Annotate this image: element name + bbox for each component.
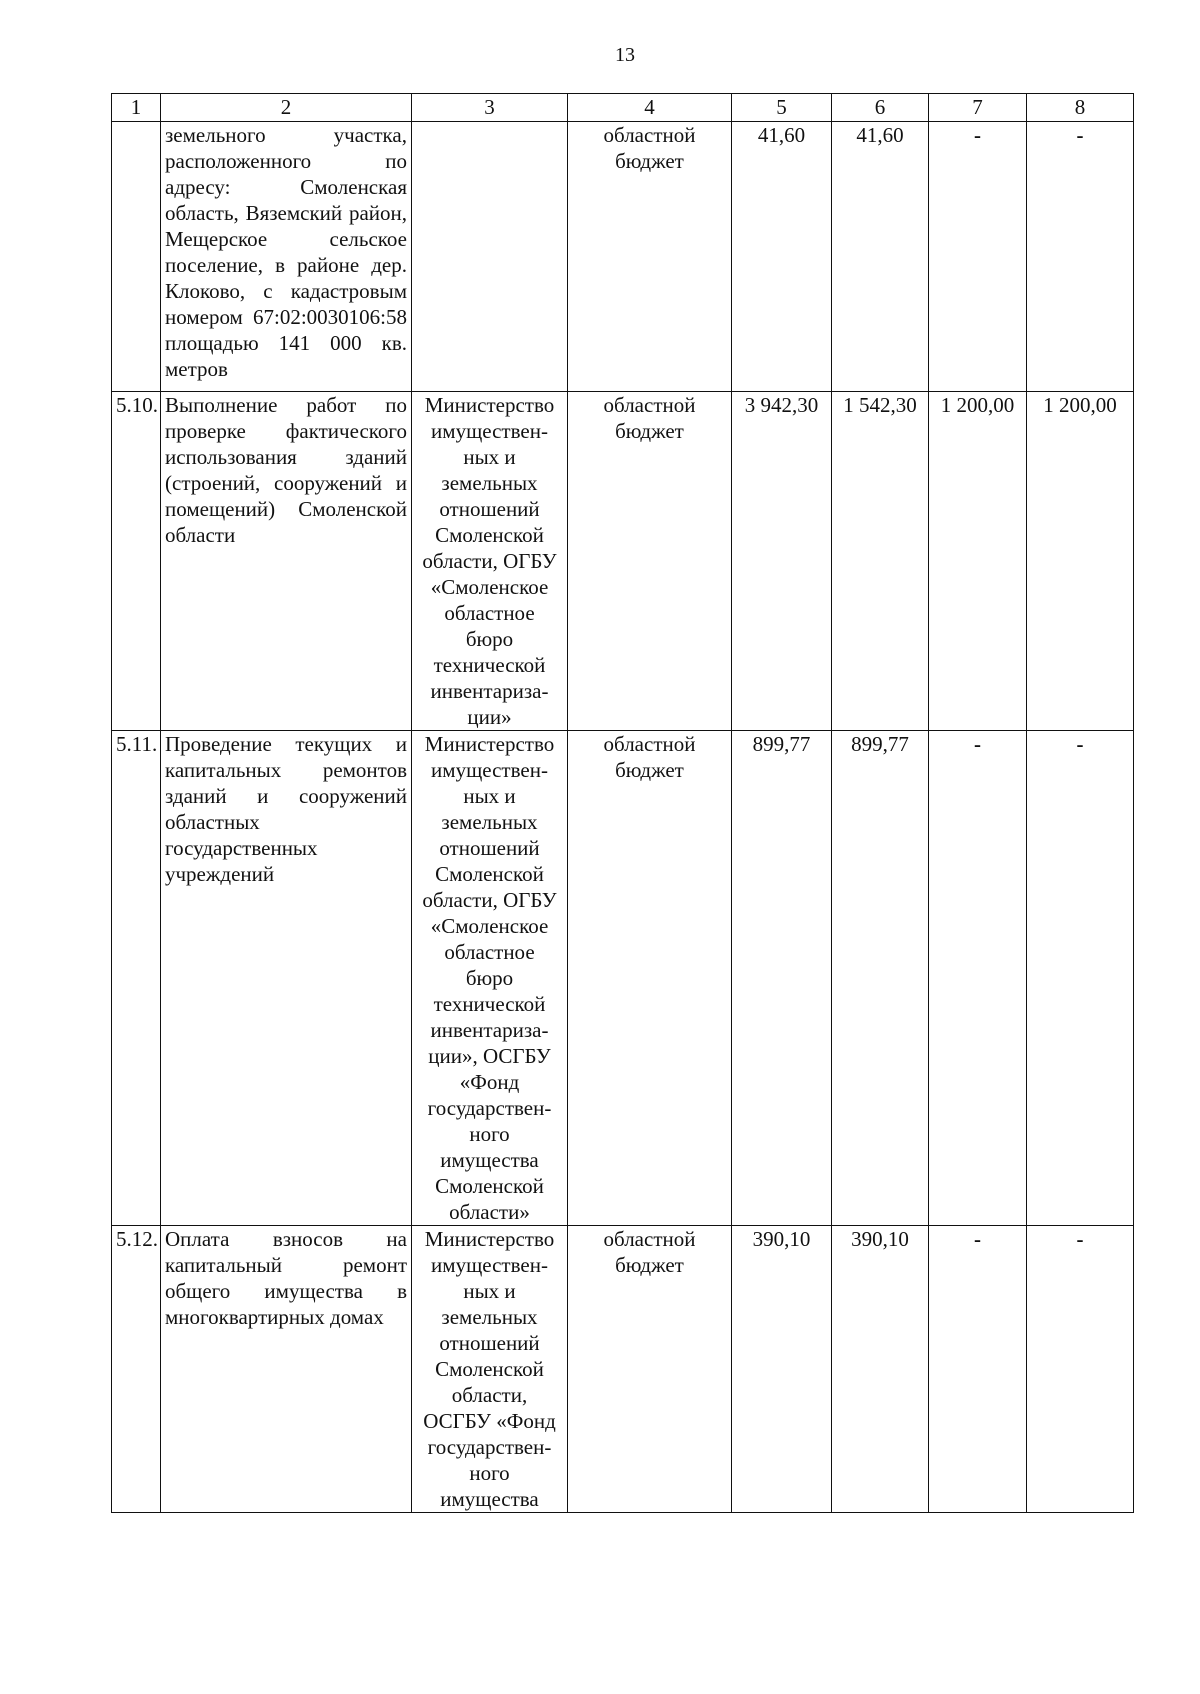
row-executor-line: ных и [463, 784, 516, 808]
row-funding-source-line: областной [603, 123, 696, 147]
row-funding-source-line: бюджет [615, 758, 684, 782]
row-executor-line: отношений [439, 836, 540, 860]
row-number: 5.12. [112, 1226, 161, 1513]
row-number [112, 122, 161, 392]
row-executor [412, 392, 568, 731]
row-executor-line: имуществен- [431, 758, 548, 782]
budget-table [111, 93, 1134, 1513]
row-executor-line: Смоленской [435, 1174, 544, 1198]
row-funding-source [568, 1226, 732, 1513]
row-executor-line: областное [444, 940, 535, 964]
column-header: 4 [568, 94, 732, 122]
row-col5-amount: 899,77 [732, 731, 832, 1226]
row-executor-line: имущества [440, 1487, 539, 1511]
row-funding-source-line: областной [603, 1227, 696, 1251]
row-executor-line: области, ОГБУ [422, 888, 557, 912]
row-executor-line: Смоленской [435, 523, 544, 547]
table-row [112, 392, 1134, 731]
row-executor [412, 731, 568, 1226]
row-executor-line: Министерство [424, 732, 555, 756]
column-header: 3 [412, 94, 568, 122]
row-col6-amount: 899,77 [832, 731, 929, 1226]
row-executor-line: «Смоленское [430, 914, 549, 938]
row-executor-line: отношений [439, 1331, 540, 1355]
row-col7-amount: - [929, 1226, 1027, 1513]
table-header-row [112, 94, 1134, 122]
row-funding-source-line: областной [603, 732, 696, 756]
row-executor-line: земельных [441, 1305, 538, 1329]
row-number: 5.11. [112, 731, 161, 1226]
row-description: земельного участка, расположенного по адресу: Смоленская область, Вяземский район, Мещерское сельское поселение, в районе дер. Клоково, с кадастровым номером 67:02:0030106:58 площадью 141 000 кв. метров [161, 122, 412, 392]
row-executor-line: отношений [439, 497, 540, 521]
row-executor-line: ного [469, 1461, 510, 1485]
row-executor-line: области, ОГБУ [422, 549, 557, 573]
row-col8-amount: - [1027, 731, 1134, 1226]
row-executor-line: земельных [441, 810, 538, 834]
table-row [112, 731, 1134, 1226]
row-funding-source [568, 731, 732, 1226]
column-header: 1 [112, 94, 161, 122]
row-executor-line: инвентариза- [430, 679, 549, 703]
row-executor-line: инвентариза- [430, 1018, 549, 1042]
row-executor-line: имуществен- [431, 1253, 548, 1277]
row-executor-line: области» [449, 1200, 530, 1224]
row-executor-line: «Смоленское [430, 575, 549, 599]
column-header: 7 [929, 94, 1027, 122]
row-executor [412, 122, 568, 392]
row-funding-source [568, 392, 732, 731]
row-executor-line: Смоленской [435, 862, 544, 886]
page-number: 13 [615, 44, 635, 66]
row-executor-line: области, [451, 1383, 528, 1407]
row-executor-line: бюро [465, 966, 514, 990]
row-col5-amount: 41,60 [732, 122, 832, 392]
column-header: 8 [1027, 94, 1134, 122]
column-header: 5 [732, 94, 832, 122]
row-col8-amount: 1 200,00 [1027, 392, 1134, 731]
row-col6-amount: 41,60 [832, 122, 929, 392]
row-executor-line: областное [444, 601, 535, 625]
row-col6-amount: 390,10 [832, 1226, 929, 1513]
row-executor-line: ции», ОСГБУ [428, 1044, 551, 1068]
row-executor-line: Министерство [424, 393, 555, 417]
row-executor-line: «Фонд [459, 1070, 520, 1094]
row-executor-line: Смоленской [435, 1357, 544, 1381]
row-executor-line: земельных [441, 471, 538, 495]
table-row [112, 122, 1134, 392]
row-executor-line: бюро [465, 627, 514, 651]
row-executor-line: технической [433, 653, 546, 677]
row-col8-amount: - [1027, 122, 1134, 392]
row-col7-amount: - [929, 122, 1027, 392]
row-description: Выполнение работ по проверке фактического использования зданий (строений, сооружений и помещений) Смоленской области [161, 392, 412, 731]
row-funding-source-line: бюджет [615, 419, 684, 443]
row-funding-source-line: областной [603, 393, 696, 417]
row-col7-amount: 1 200,00 [929, 392, 1027, 731]
row-executor-line: ции» [467, 705, 512, 729]
row-col5-amount: 3 942,30 [732, 392, 832, 731]
row-executor-line: ных и [463, 445, 516, 469]
row-executor-line: ного [469, 1122, 510, 1146]
row-col6-amount: 1 542,30 [832, 392, 929, 731]
table-row [112, 1226, 1134, 1513]
row-executor-line: имуществен- [431, 419, 548, 443]
column-header: 6 [832, 94, 929, 122]
column-header: 2 [161, 94, 412, 122]
row-executor-line: государствен- [427, 1435, 552, 1459]
row-number: 5.10. [112, 392, 161, 731]
row-executor-line: имущества [440, 1148, 539, 1172]
row-col8-amount: - [1027, 1226, 1134, 1513]
row-executor-line: государствен- [427, 1096, 552, 1120]
row-description: Оплата взносов на капитальный ремонт общего имущества в многоквартирных домах [161, 1226, 412, 1513]
row-col5-amount: 390,10 [732, 1226, 832, 1513]
row-funding-source-line: бюджет [615, 149, 684, 173]
table-body [112, 122, 1134, 1513]
row-funding-source [568, 122, 732, 392]
row-description: Проведение текущих и капитальных ремонтов зданий и сооружений областных государственных учреждений [161, 731, 412, 1226]
row-executor-line: Министерство [424, 1227, 555, 1251]
row-executor-line: технической [433, 992, 546, 1016]
row-executor-line: ОСГБУ «Фонд [423, 1409, 556, 1433]
row-executor-line: ных и [463, 1279, 516, 1303]
row-executor [412, 1226, 568, 1513]
row-funding-source-line: бюджет [615, 1253, 684, 1277]
row-col7-amount: - [929, 731, 1027, 1226]
